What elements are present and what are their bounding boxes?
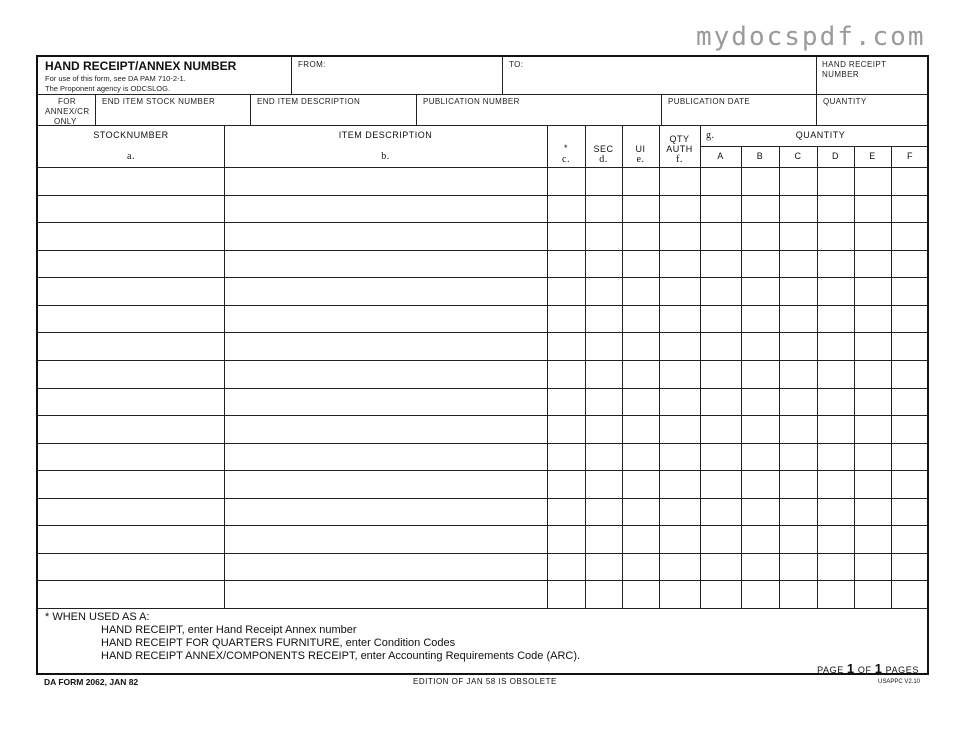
sec-cell[interactable] [585,332,622,360]
qty-b-cell[interactable] [741,277,779,305]
qty-auth-header-2: AUTH [666,144,693,154]
star-cell[interactable] [547,222,585,250]
sec-cell[interactable] [585,222,622,250]
qty-a-cell[interactable] [700,498,741,526]
qty-f-cell[interactable] [891,443,929,471]
table-row [38,332,929,360]
star-cell[interactable] [547,305,585,333]
qty-d-cell[interactable] [817,498,854,526]
qty-d-cell[interactable] [817,443,854,471]
qty-e-cell[interactable] [854,553,891,581]
stock-number-letter: a. [127,151,135,162]
qty-auth-cell[interactable] [659,388,700,416]
ui-cell[interactable] [622,222,659,250]
table-row [38,388,929,416]
qty-a-cell[interactable] [700,222,741,250]
table-row [38,470,929,498]
end-item-description-label: END ITEM DESCRIPTION [257,97,361,106]
stock-number-cell[interactable] [38,580,224,608]
usappc-note: USAPPC V2.10 [878,679,921,685]
of-label: OF [857,665,872,675]
qty-col-f-header: F [907,151,913,161]
from-label: FROM: [298,60,326,69]
qty-d-cell[interactable] [817,388,854,416]
qty-a-cell[interactable] [700,167,741,195]
qty-a-cell[interactable] [700,388,741,416]
qty-e-cell[interactable] [854,360,891,388]
qty-d-cell[interactable] [817,222,854,250]
qty-c-cell[interactable] [779,277,817,305]
qty-f-cell[interactable] [891,195,929,223]
ui-cell[interactable] [622,525,659,553]
qty-b-cell[interactable] [741,360,779,388]
sec-cell[interactable] [585,553,622,581]
sec-cell[interactable] [585,360,622,388]
qty-a-cell[interactable] [700,525,741,553]
to-field[interactable] [503,57,816,94]
qty-f-cell[interactable] [891,222,929,250]
publication-number-label: PUBLICATION NUMBER [423,97,520,106]
page-total: 1 [874,661,883,676]
end-item-description-field[interactable] [251,94,416,126]
item-description-cell[interactable] [224,360,547,388]
qty-auth-cell[interactable] [659,553,700,581]
qty-col-a-header: A [717,151,724,161]
page-indicator [817,661,919,676]
qty-b-cell[interactable] [741,222,779,250]
item-description-cell[interactable] [224,498,547,526]
qty-auth-cell[interactable] [659,415,700,443]
qty-e-cell[interactable] [854,525,891,553]
qty-a-cell[interactable] [700,195,741,223]
item-description-letter: b. [381,151,390,162]
qty-col-e-header: E [869,151,876,161]
qty-b-cell[interactable] [741,470,779,498]
end-item-stock-number-field[interactable] [96,94,250,126]
qty-auth-cell[interactable] [659,222,700,250]
qty-f-cell[interactable] [891,332,929,360]
qty-c-cell[interactable] [779,222,817,250]
stock-number-cell[interactable] [38,332,224,360]
qty-b-cell[interactable] [741,553,779,581]
qty-auth-cell[interactable] [659,167,700,195]
qty-d-cell[interactable] [817,470,854,498]
star-cell[interactable] [547,388,585,416]
notes-line-1: HAND RECEIPT, enter Hand Receipt Annex number [101,624,357,636]
stock-number-cell[interactable] [38,525,224,553]
ui-cell[interactable] [622,305,659,333]
qty-c-cell[interactable] [779,525,817,553]
qty-auth-cell[interactable] [659,498,700,526]
stock-number-cell[interactable] [38,277,224,305]
qty-e-cell[interactable] [854,443,891,471]
qty-a-cell[interactable] [700,470,741,498]
quantity-g-letter: g. [706,130,715,141]
qty-f-cell[interactable] [891,553,929,581]
qty-f-cell[interactable] [891,388,929,416]
item-description-header: ITEM DESCRIPTION [338,130,433,140]
star-cell[interactable] [547,250,585,278]
star-cell[interactable] [547,195,585,223]
qty-auth-cell[interactable] [659,360,700,388]
qty-a-cell[interactable] [700,360,741,388]
qty-f-cell[interactable] [891,360,929,388]
to-label: TO: [509,60,524,69]
qty-a-cell[interactable] [700,415,741,443]
publication-number-field[interactable] [417,94,661,126]
table-row [38,250,929,278]
ui-cell[interactable] [622,332,659,360]
qty-f-cell[interactable] [891,470,929,498]
qty-f-cell[interactable] [891,580,929,608]
qty-a-cell[interactable] [700,332,741,360]
table-row [38,525,929,553]
edition-note: EDITION OF JAN 58 IS OBSOLETE [413,677,557,686]
sec-cell[interactable] [585,167,622,195]
item-description-cell[interactable] [224,388,547,416]
form-frame [36,55,929,675]
ui-cell[interactable] [622,250,659,278]
sec-cell[interactable] [585,580,622,608]
qty-b-cell[interactable] [741,498,779,526]
stock-number-cell[interactable] [38,415,224,443]
qty-auth-cell[interactable] [659,443,700,471]
item-description-cell[interactable] [224,470,547,498]
qty-c-cell[interactable] [779,332,817,360]
sec-letter: d. [599,154,608,165]
qty-col-b-header: B [756,151,764,161]
qty-b-cell[interactable] [741,443,779,471]
item-description-cell[interactable] [224,553,547,581]
qty-b-cell[interactable] [741,195,779,223]
star-cell[interactable] [547,470,585,498]
qty-auth-cell[interactable] [659,277,700,305]
stock-number-cell[interactable] [38,443,224,471]
stock-number-cell[interactable] [38,250,224,278]
table-row [38,415,929,443]
stock-number-cell[interactable] [38,553,224,581]
qty-a-cell[interactable] [700,250,741,278]
qty-c-cell[interactable] [779,415,817,443]
sec-cell[interactable] [585,525,622,553]
table-row [38,167,929,195]
qty-f-cell[interactable] [891,415,929,443]
qty-e-cell[interactable] [854,498,891,526]
sec-cell[interactable] [585,277,622,305]
ui-cell[interactable] [622,388,659,416]
qty-f-cell[interactable] [891,525,929,553]
ui-cell[interactable] [622,277,659,305]
for-annex-label-2: ANNEX/CR [45,107,90,116]
qty-c-cell[interactable] [779,553,817,581]
qty-e-cell[interactable] [854,415,891,443]
stock-number-cell[interactable] [38,388,224,416]
sec-cell[interactable] [585,305,622,333]
qty-c-cell[interactable] [779,388,817,416]
table-row [38,195,929,223]
qty-c-cell[interactable] [779,250,817,278]
sec-cell[interactable] [585,195,622,223]
stock-number-cell[interactable] [38,498,224,526]
qty-auth-cell[interactable] [659,195,700,223]
ui-cell[interactable] [622,580,659,608]
qty-e-cell[interactable] [854,250,891,278]
qty-auth-letter: f. [676,154,683,165]
star-cell[interactable] [547,580,585,608]
quantity-group-header: QUANTITY [795,130,846,140]
qty-col-d-header: D [832,151,839,161]
page-label: PAGE [817,665,844,675]
qty-b-cell[interactable] [741,525,779,553]
table-row [38,498,929,526]
star-cell[interactable] [547,443,585,471]
qty-a-cell[interactable] [700,443,741,471]
qty-b-cell[interactable] [741,388,779,416]
sec-cell[interactable] [585,443,622,471]
notes-heading: * WHEN USED AS A: [45,611,150,623]
qty-d-cell[interactable] [817,525,854,553]
qty-e-cell[interactable] [854,277,891,305]
sec-header: SEC [593,144,614,154]
star-header: * [563,143,568,153]
stock-number-cell[interactable] [38,222,224,250]
table-row [38,305,929,333]
stock-number-cell[interactable] [38,360,224,388]
ui-letter: e. [636,154,645,165]
star-cell[interactable] [547,498,585,526]
qty-d-cell[interactable] [817,305,854,333]
qty-e-cell[interactable] [854,167,891,195]
qty-e-cell[interactable] [854,305,891,333]
qty-d-cell[interactable] [817,580,854,608]
qty-auth-cell[interactable] [659,305,700,333]
qty-d-cell[interactable] [817,415,854,443]
qty-c-cell[interactable] [779,305,817,333]
qty-auth-header-1: QTY [669,134,690,144]
quantity-label: QUANTITY [823,97,867,106]
qty-c-cell[interactable] [779,580,817,608]
item-description-cell[interactable] [224,305,547,333]
item-description-cell[interactable] [224,525,547,553]
table-row [38,553,929,581]
qty-d-cell[interactable] [817,332,854,360]
qty-b-cell[interactable] [741,167,779,195]
stock-number-cell[interactable] [38,470,224,498]
item-description-cell[interactable] [224,195,547,223]
use-note: For use of this form, see DA PAM 710-2-1. [45,74,186,83]
qty-auth-cell[interactable] [659,525,700,553]
qty-b-cell[interactable] [741,580,779,608]
stock-number-cell[interactable] [38,305,224,333]
table-row [38,580,929,608]
ui-header: UI [635,144,646,154]
for-annex-label-3: ONLY [54,117,77,126]
qty-f-cell[interactable] [891,277,929,305]
hand-receipt-number-field[interactable] [817,57,929,94]
pages-label: PAGES [885,665,919,675]
qty-c-cell[interactable] [779,167,817,195]
qty-d-cell[interactable] [817,195,854,223]
item-description-cell[interactable] [224,277,547,305]
qty-e-cell[interactable] [854,195,891,223]
item-description-cell[interactable] [224,332,547,360]
qty-c-cell[interactable] [779,360,817,388]
star-cell[interactable] [547,525,585,553]
from-field[interactable] [292,57,502,94]
end-item-stock-number-label: END ITEM STOCK NUMBER [102,97,216,106]
item-description-cell[interactable] [224,222,547,250]
for-annex-label-1: FOR [58,97,77,106]
table-row [38,277,929,305]
item-description-cell[interactable] [224,250,547,278]
qty-a-cell[interactable] [700,580,741,608]
ui-cell[interactable] [622,167,659,195]
ui-cell[interactable] [622,498,659,526]
star-cell[interactable] [547,332,585,360]
star-cell[interactable] [547,277,585,305]
hand-receipt-number-label-2: NUMBER [822,70,860,79]
qty-auth-cell[interactable] [659,250,700,278]
sec-cell[interactable] [585,250,622,278]
publication-date-field[interactable] [662,94,816,126]
star-cell[interactable] [547,360,585,388]
qty-e-cell[interactable] [854,470,891,498]
qty-d-cell[interactable] [817,167,854,195]
qty-a-cell[interactable] [700,305,741,333]
qty-auth-cell[interactable] [659,470,700,498]
table-row [38,222,929,250]
item-description-cell[interactable] [224,443,547,471]
qty-f-cell[interactable] [891,498,929,526]
qty-a-cell[interactable] [700,553,741,581]
qty-b-cell[interactable] [741,305,779,333]
qty-b-cell[interactable] [741,332,779,360]
qty-auth-cell[interactable] [659,332,700,360]
item-description-cell[interactable] [224,580,547,608]
qty-f-cell[interactable] [891,250,929,278]
qty-b-cell[interactable] [741,415,779,443]
ui-cell[interactable] [622,443,659,471]
page-number: 1 [846,661,855,676]
qty-auth-cell[interactable] [659,580,700,608]
qty-e-cell[interactable] [854,222,891,250]
watermark: mydocspdf.com [696,22,926,52]
star-cell[interactable] [547,553,585,581]
qty-b-cell[interactable] [741,250,779,278]
qty-c-cell[interactable] [779,195,817,223]
qty-c-cell[interactable] [779,498,817,526]
stock-number-cell[interactable] [38,167,224,195]
qty-d-cell[interactable] [817,360,854,388]
stock-number-cell[interactable] [38,195,224,223]
star-cell[interactable] [547,415,585,443]
qty-c-cell[interactable] [779,443,817,471]
ui-cell[interactable] [622,470,659,498]
qty-f-cell[interactable] [891,167,929,195]
table-row [38,360,929,388]
item-description-cell[interactable] [224,415,547,443]
sec-cell[interactable] [585,498,622,526]
qty-d-cell[interactable] [817,250,854,278]
hand-receipt-number-label-1: HAND RECEIPT [822,60,887,69]
sec-cell[interactable] [585,415,622,443]
ui-cell[interactable] [622,553,659,581]
qty-f-cell[interactable] [891,305,929,333]
star-cell[interactable] [547,167,585,195]
sec-cell[interactable] [585,470,622,498]
notes-line-3: HAND RECEIPT ANNEX/COMPONENTS RECEIPT, enter Accounting Requirements Code (ARC). [101,650,581,662]
publication-date-label: PUBLICATION DATE [668,97,751,106]
table-row [38,443,929,471]
qty-e-cell[interactable] [854,332,891,360]
proponent-note: The Proponent agency is ODCSLOG. [45,84,171,93]
stock-number-header: STOCKNUMBER [93,130,169,140]
qty-e-cell[interactable] [854,388,891,416]
notes-line-2: HAND RECEIPT FOR QUARTERS FURNITURE, enter Condition Codes [101,637,456,649]
form-title: HAND RECEIPT/ANNEX NUMBER [45,59,237,73]
qty-d-cell[interactable] [817,277,854,305]
qty-c-cell[interactable] [779,470,817,498]
star-letter: c. [562,154,570,165]
usage-notes [45,611,580,663]
ui-cell[interactable] [622,360,659,388]
qty-a-cell[interactable] [700,277,741,305]
qty-d-cell[interactable] [817,553,854,581]
qty-col-c-header: C [794,151,802,161]
sec-cell[interactable] [585,388,622,416]
qty-e-cell[interactable] [854,580,891,608]
quantity-field[interactable] [817,94,929,126]
ui-cell[interactable] [622,415,659,443]
ui-cell[interactable] [622,195,659,223]
form-id: DA FORM 2062, JAN 82 [44,677,139,687]
item-description-cell[interactable] [224,167,547,195]
